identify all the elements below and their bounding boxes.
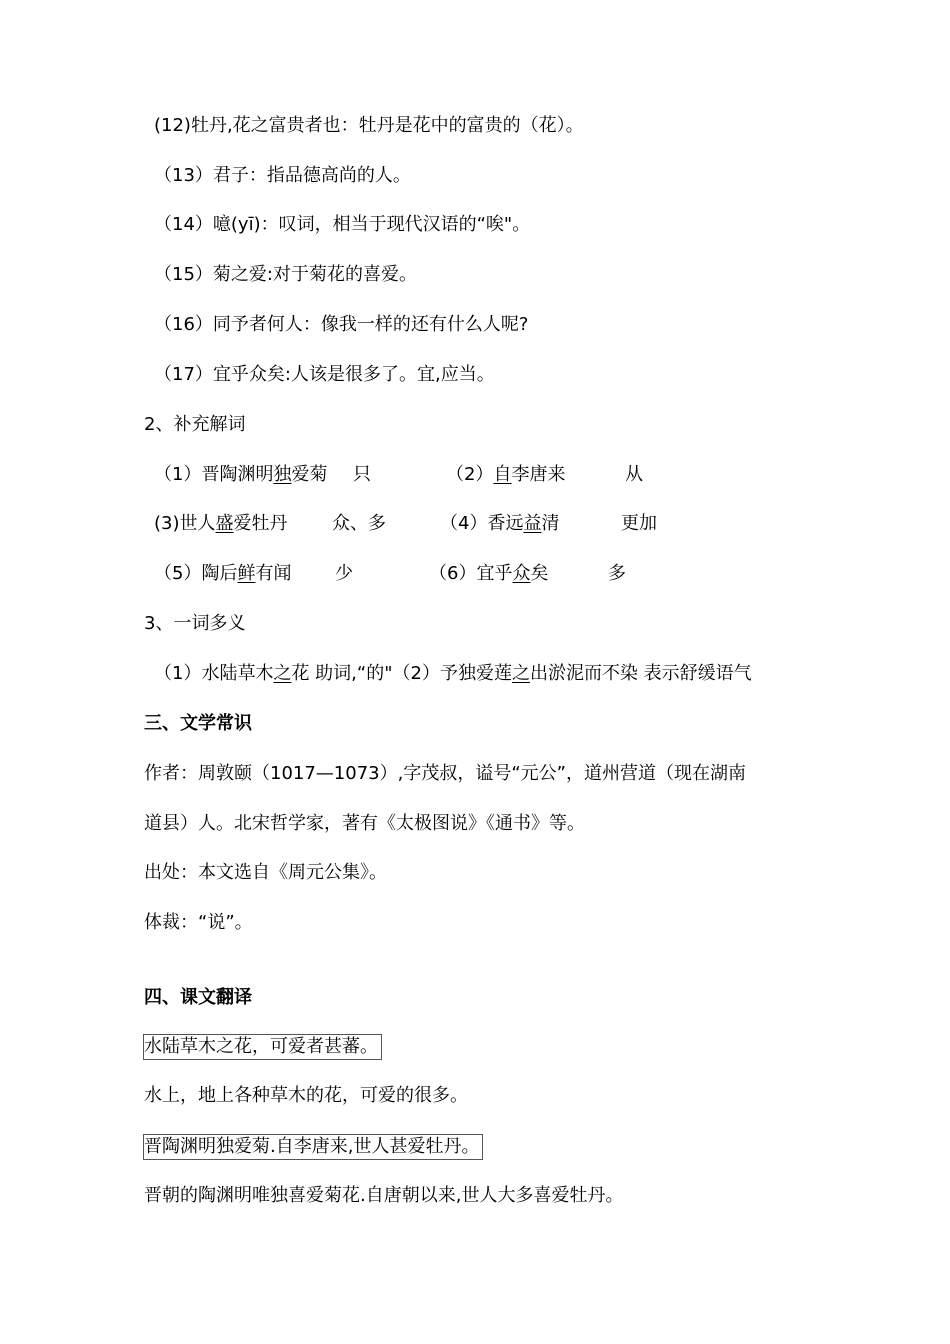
supplement-row-1 [154,463,854,487]
original-text-1: 水陆草木之花，可爱者甚蕃。 [143,1034,382,1060]
supplement-meaning-3: 众、多 [332,513,386,534]
supplement-row-2 [154,512,854,536]
supplement-item-6: （6）宜乎众矣 [429,563,549,584]
note-12: (12)牡丹,花之富贵者也：牡丹是花中的富贵的（花）。 [154,115,584,136]
supplement-row-3 [154,562,854,586]
section-heading-polysemy: 3、一词多义 [144,613,246,634]
note-15: （15）菊之爱:对于菊花的喜爱。 [154,264,417,285]
translation-text-2: 晋朝的陶渊明唯独喜爱菊花.自唐朝以来,世人大多喜爱牡丹。 [144,1185,624,1206]
supplement-meaning-2: 从 [625,464,643,485]
genre-line: 体裁：“说”。 [144,912,253,933]
supplement-meaning-5: 少 [335,563,353,584]
supplement-meaning-6: 多 [608,563,626,584]
note-16: （16）同予者何人：像我一样的还有什么人呢? [154,314,529,335]
section-heading-literature: 三、文学常识 [144,713,252,734]
source-line: 出处：本文选自《周元公集》。 [144,862,387,883]
supplement-item-2: （2）自李唐来 [446,464,566,485]
supplement-item-3: (3)世人盛爱牡丹 [154,513,288,534]
section-heading-supplement: 2、补充解词 [144,414,246,435]
author-line-1: 作者：周敦颐（1017—1073）,字茂叔，谥号“元公”，道州营道（现在湖南 [144,763,746,784]
supplement-meaning-1: 只 [353,464,371,485]
original-text-2: 晋陶渊明独爱菊.自李唐来,世人甚爱牡丹。 [143,1134,483,1160]
supplement-item-1: （1）晋陶渊明独爱菊 [154,464,328,485]
polysemy-line: （1）水陆草木之花 助词,“的"（2）予独爱莲之出淤泥而不染 表示舒缓语气 [154,663,752,684]
note-14: （14）噫(yī)：叹词，相当于现代汉语的“唉"。 [154,214,531,235]
note-13: （13）君子：指品德高尚的人。 [154,165,411,186]
author-line-2: 道县）人。北宋哲学家，著有《太极图说》《通书》等。 [144,813,585,834]
note-17: （17）宜乎众矣:人该是很多了。宜,应当。 [154,364,495,385]
supplement-meaning-4: 更加 [621,513,657,534]
translation-text-1: 水上，地上各种草木的花，可爱的很多。 [144,1085,468,1106]
section-heading-translation: 四、课文翻译 [144,987,252,1008]
supplement-item-5: （5）陶后鲜有闻 [154,563,292,584]
supplement-item-4: （4）香远益清 [440,513,560,534]
